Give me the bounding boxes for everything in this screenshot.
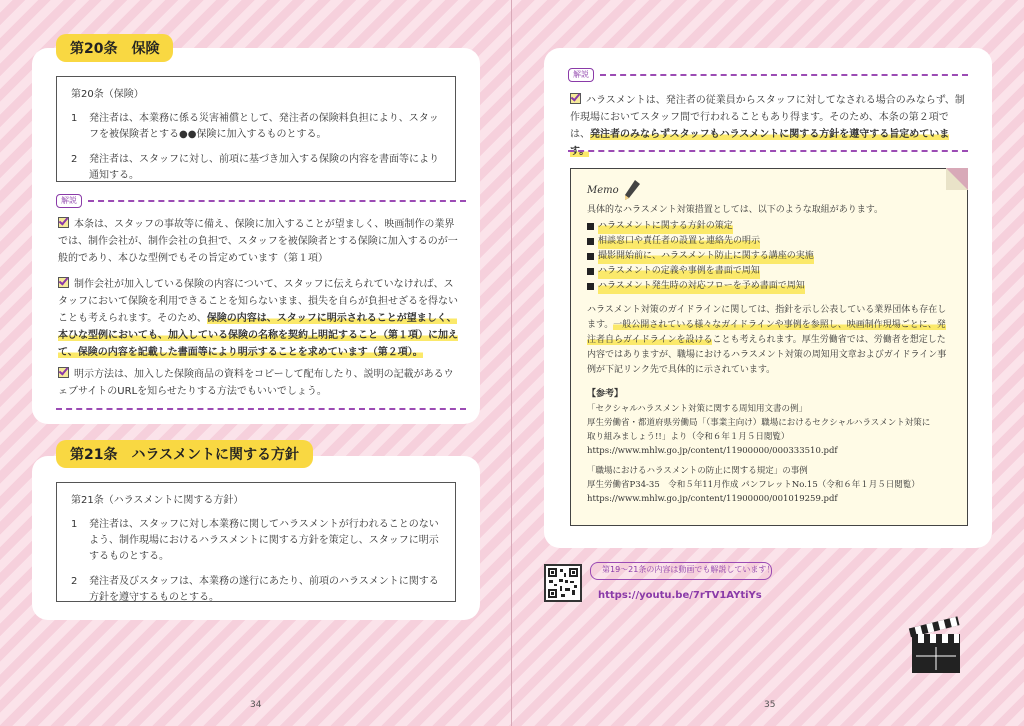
kaisetsu-end-divider — [568, 150, 968, 152]
list-item: ハラスメントに関する方針の策定 — [587, 219, 953, 234]
page-spine — [511, 0, 512, 726]
kaisetsu-header — [568, 68, 968, 82]
checkbox-icon — [58, 367, 69, 378]
bullet-square-icon — [587, 223, 594, 230]
article-21-item: 2 発注者及びスタッフは、本業務の遂行にあたり、前項のハラスメントに関する方針を遵守するものとする。 — [71, 576, 439, 603]
explanation-paragraph: 本条は、スタッフの事故等に備え、保険に加入することが望ましく、映画制作の業界では、制作会社が、制作会社の負担で、スタッフを被保険者とする保険に加入するのが一般的であり、本ひな型例でもその旨定めています（第１項） — [58, 219, 458, 264]
article-21-title: 第21条 ハラスメントに関する方針 — [56, 440, 313, 468]
memo-label: Memo — [587, 184, 619, 196]
explanation-paragraph: 明示方法は、加入した保険商品の資料をコピーして配布したり、説明の記載があるウェブサイトのURLを知らせたりする方法でもいいでしょう。 — [58, 369, 454, 397]
checkbox-icon — [570, 93, 581, 104]
reference-link[interactable]: https://www.mhlw.go.jp/content/11900000/001019259.pdf — [587, 494, 838, 504]
page-number-left: 34 — [250, 700, 262, 710]
checkbox-icon — [58, 217, 69, 228]
checkbox-icon — [58, 277, 69, 288]
article-20-heading: 第20条（保険） — [71, 89, 144, 100]
memo-intro: 具体的なハラスメント対策措置としては、以下のような取組があります。 — [587, 205, 884, 215]
list-item: ハラスメント発生時の対応フローを予め書面で周知 — [587, 279, 953, 294]
kaisetsu-end-divider — [56, 408, 466, 410]
memo-paragraph: ハラスメント対策のガイドラインに関しては、指針を示し公表している業界団体も存在します。一般公開されている様々なガイドラインや事例を参照し、映画制作現場ごとに、発注者自らガイドラインを設けることも考えられます。厚生労働省では、労働者を想定した内容ではありますが、職場におけるハラスメント対策の周知用文章およびガイドライン事例が下記リンク先で具体的に示されています。 — [587, 305, 947, 375]
explanation-paragraph: 制作会社が加入している保険の内容について、スタッフに伝えられていなければ、スタッフにおいて保険を利用できることを知らないまま、損失を自らが負担せざるを得ないことも考えられます。そのため、保険の内容は、スタッフに明示されることが望ましく、本ひな型例においても、加入している保険の名称を契約上明記すること（第１項）に加えて、保険の内容を記載した書面等により明示することを求めています（第２項）。 — [58, 279, 458, 358]
list-item: 相談窓口や責任者の設置と連絡先の明示 — [587, 234, 953, 249]
kaisetsu-badge: 解説 — [56, 194, 82, 208]
reference-2: 「職場におけるハラスメントの防止に関する規定」の事例 厚生労働省P34-35 令和５年11月作成 パンフレットNo.15（令和６年１月５日閲覧） https://www.mhlw.go.jp/content/11900000/001019259.pdf — [587, 464, 953, 506]
reference-heading: 【参考】 — [587, 389, 624, 399]
memo-body — [587, 203, 953, 506]
article-20-text-box — [56, 76, 456, 182]
article-20-title: 第20条 保険 — [56, 34, 173, 62]
video-link[interactable]: https://youtu.be/7rTV1AYtiYs — [598, 590, 762, 601]
bullet-square-icon — [587, 283, 594, 290]
article-20-item: 1 発注者は、本業務に係る災害補償として、発注者の保険料負担により、スタッフを被保険者とする●●保険に加入するものとする。 — [71, 113, 439, 140]
page-fold-corner — [946, 168, 968, 190]
list-item: ハラスメントの定義や事例を書面で周知 — [587, 264, 953, 279]
pencil-icon — [623, 179, 641, 201]
article-21-heading: 第21条（ハラスメントに関する方針） — [71, 495, 244, 506]
memo-note — [570, 168, 968, 526]
page-number-right: 35 — [764, 700, 776, 710]
reference-1: 「セクシャルハラスメント対策に関する周知用文書の例」 厚生労働省・都道府県労働局「（事業主向け）職場におけるセクシャルハラスメント対策に 取り組みましょう!!」より（令和６年１月５日閲覧） https://www.mhlw.go.jp/content/11900000/000333510.pdf — [587, 402, 953, 458]
video-caption: 第19〜21条の内容は動画でも解説しています！ — [590, 562, 780, 576]
bullet-square-icon — [587, 238, 594, 245]
explanation-paragraph: ハラスメントは、発注者の従業員からスタッフに対してなされる場合のみならず、制作現場においてスタッフ間で行われることもあり得ます。そのため、本条の第２項では、発注者のみならずスタッフもハラスメントに関する方針を遵守する旨定めています。 — [570, 95, 965, 157]
memo-list — [587, 219, 953, 294]
kaisetsu-badge: 解説 — [568, 68, 594, 82]
article-20-item: 2 発注者は、スタッフに対し、前項に基づき加入する保険の内容を書面等により通知する。 — [71, 154, 439, 181]
reference-link[interactable]: https://www.mhlw.go.jp/content/11900000/000333510.pdf — [587, 446, 838, 456]
bullet-square-icon — [587, 268, 594, 275]
bullet-square-icon — [587, 253, 594, 260]
clapperboard-icon — [906, 610, 966, 676]
article-21-item: 1 発注者は、スタッフに対し本業務に関してハラスメントが行われることのないよう、制作現場におけるハラスメントに関する方針を策定し、スタッフに明示するものとする。 — [71, 519, 439, 562]
kaisetsu-header — [56, 194, 466, 208]
article-21-text-box — [56, 482, 456, 602]
qr-code[interactable] — [544, 564, 582, 602]
list-item: 撮影開始前に、ハラスメント防止に関する講座の実施 — [587, 249, 953, 264]
